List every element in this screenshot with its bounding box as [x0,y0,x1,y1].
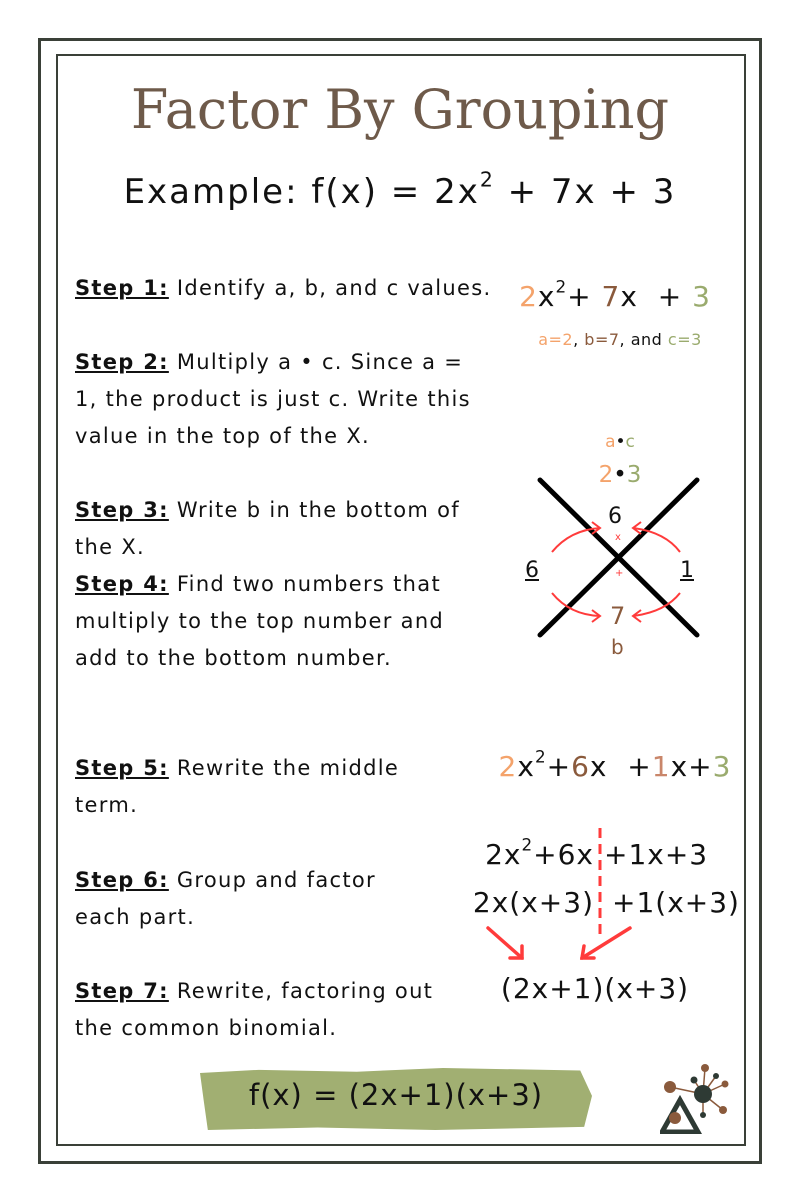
ac-numbers: 2•3 [598,462,642,488]
step-5: Step 5: Rewrite the middle term. [75,756,400,817]
x-lines [480,420,720,670]
x-top-value: 6 [608,504,622,529]
x-diagram [480,420,720,670]
x-bottom-value: 7 [610,602,626,630]
x-left-value: 6 [525,558,539,583]
step6-left-group: $2x^2+6x$ [485,834,594,871]
times-sign: x [615,532,621,543]
x-right-value: 1 [680,558,694,583]
step-6: Step 6: Group and factor each part. [75,868,376,929]
final-answer: f(x) = (2x+1)(x+3) [248,1078,544,1112]
logo-icon [660,1062,735,1134]
step-1: Step 1: Identify a, b, and c values. [75,276,492,300]
step5-equation: $2x^2+6x +1x+3$ [498,746,732,783]
step7-result: (2x+1)(x+3) [500,972,690,1005]
step-7: Step 7: Rewrite, factoring out the common binomial. [75,979,434,1040]
step6-right-group: +1x+3 [604,838,709,871]
abc-values: a=2, b=7, and c=3 [538,330,702,349]
red-arrows [480,920,640,970]
step-4: Step 4: Find two numbers that multiply to the top number and add to the bottom number. [75,572,445,670]
plus-sign: + [615,568,624,579]
step6-right-factored: +1(x+3) [612,886,740,919]
identify-equation: $2x^2+ 7x + 3$ [519,276,711,313]
step-2: Step 2: Multiply a • c. Since a = 1, the product is just c. Write this value in the top of the X. [75,350,471,448]
page-title: Factor By Grouping [130,78,670,141]
example-equation: Example: $f(x) = 2x^2 + 7x + 3$ [123,167,677,212]
step6-left-factored: 2x(x+3) [472,886,594,919]
step-3: Step 3: Write b in the bottom of the X. [75,498,460,559]
ac-label: a•c [605,432,635,452]
b-label: b [611,635,624,659]
